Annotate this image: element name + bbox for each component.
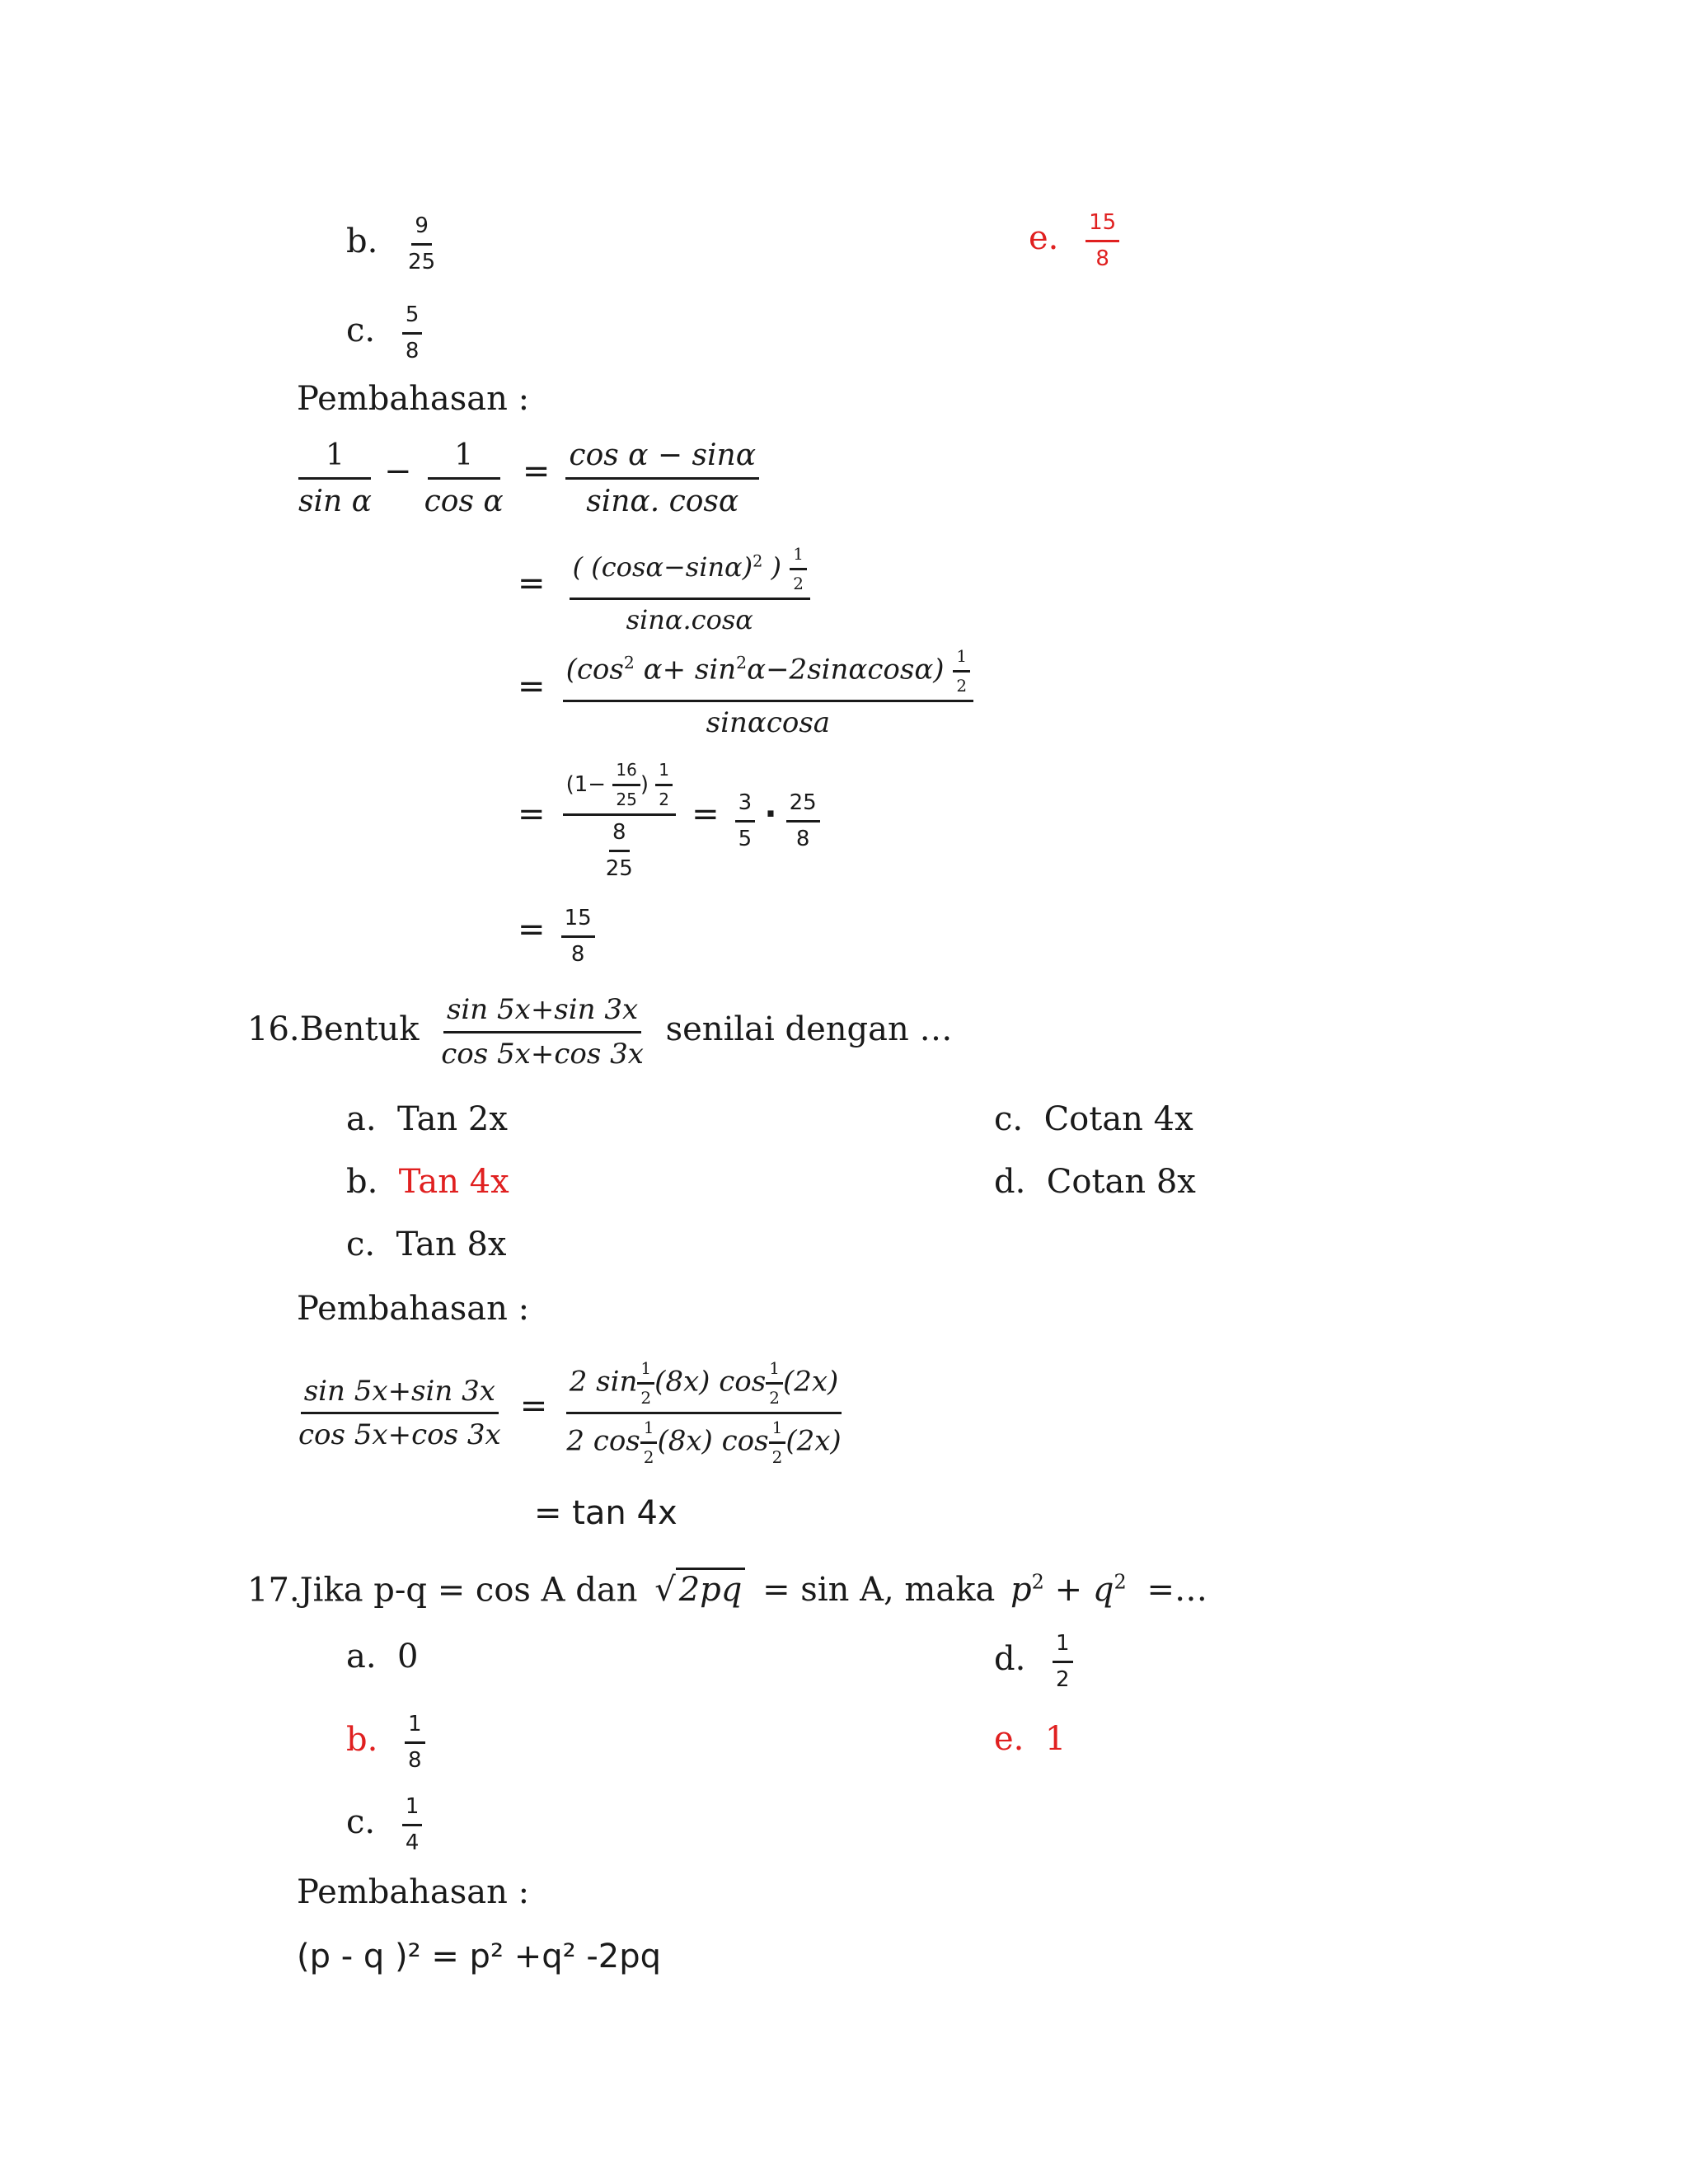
equals-sign: =: [692, 794, 720, 833]
question-prefix: Bentuk: [299, 1010, 420, 1048]
q17-option-a: [346, 1637, 418, 1676]
q17-question: [247, 1563, 1207, 1610]
fraction-step-4: (1− $\frac{16}{25}$ ) $\frac{1}{2}$ $\frac{8}{25}$: [563, 760, 676, 882]
question-ellipsis: =…: [1146, 1571, 1207, 1610]
q16-option-c: [346, 1225, 506, 1264]
fraction: $\frac{1}{8}$: [405, 1711, 425, 1774]
equals-sign: =: [518, 910, 546, 949]
equals-sign: =: [519, 1387, 548, 1425]
option-text: Tan 8x: [396, 1226, 507, 1263]
q16-option-c-right: [994, 1099, 1193, 1139]
exponent-half: $\frac{1}{2}$: [953, 646, 970, 696]
fraction-one-over-sin: $\frac{1}{\text{sin α}}$: [298, 438, 372, 518]
option-text-answer: Tan 4x: [398, 1163, 509, 1201]
fraction: $\frac{1}{4}$: [402, 1793, 423, 1856]
q15-option-e-answer: [1029, 209, 1119, 272]
fraction-25-over-8: $\frac{25}{8}$: [786, 790, 820, 852]
q16-question: [247, 992, 952, 1071]
option-label: d.: [994, 1640, 1026, 1678]
option-label: e.: [994, 1720, 1025, 1758]
option-text: 1: [1044, 1720, 1067, 1758]
option-label: c.: [346, 1803, 376, 1841]
q15-derivation-line-1: [295, 437, 759, 520]
option-label: c.: [346, 312, 376, 349]
question-number: 16.: [247, 1010, 300, 1048]
option-label: a.: [346, 1100, 377, 1138]
inner-fraction: $\frac{16}{25}$: [612, 760, 640, 810]
q15-derivation-line-2: [518, 544, 810, 636]
fraction: $\frac{5}{8}$: [402, 302, 423, 364]
fraction-rhs: 2 sin $\frac{1}{2}$ (8x) cos $\frac{1}{2}$ (2x) 2 cos $\frac{1}{2}$ (8x) cos $\frac{1}{2}$ (2x): [566, 1358, 842, 1467]
option-label: e.: [1029, 219, 1059, 257]
option-label: c.: [346, 1226, 376, 1263]
sqrt-radicand: 2pq: [676, 1568, 746, 1610]
minus-sign: −: [384, 452, 412, 490]
q16-option-b: [346, 1162, 509, 1202]
q17-derivation-line-1: (p - q )² = p² +q² -2pq: [297, 1938, 662, 1975]
q16-derivation-line-1: [295, 1358, 845, 1468]
option-label: b.: [346, 1163, 378, 1201]
equals-sign: =: [518, 667, 546, 705]
fraction-three-fifths: $\frac{3}{5}$: [735, 790, 756, 852]
option-label: b.: [346, 223, 378, 260]
fraction-lhs: $\frac{\sin 5x+\sin 3x}{\cos 5x+\cos 3x}$: [298, 1374, 501, 1451]
option-text: Cotan 4x: [1043, 1100, 1193, 1138]
fraction: $\frac{1}{2}$: [1053, 1630, 1073, 1693]
q17-option-b-answer: [346, 1711, 425, 1774]
q16-option-a: [346, 1099, 508, 1139]
equals-sign: =: [522, 452, 551, 490]
question-suffix: senilai dengan …: [665, 1010, 953, 1048]
fraction-result: $\frac{15}{8}$: [561, 905, 595, 968]
option-text: Tan 2x: [397, 1100, 508, 1138]
q16-result: = tan 4x: [534, 1494, 678, 1532]
q15-derivation-line-3: [518, 646, 973, 741]
option-label: d.: [994, 1163, 1026, 1201]
option-text: Cotan 8x: [1046, 1163, 1196, 1201]
q16-option-d: [994, 1162, 1196, 1202]
fraction-step-2: ( $(\cos\alpha-\sin\alpha)^2$ ) $\frac{1}{2}$ sinα.cosα: [570, 544, 810, 636]
q15-pembahasan-heading: Pembahasan :: [297, 380, 530, 418]
question-number: 17.: [247, 1571, 300, 1610]
option-label: a.: [346, 1638, 377, 1675]
equals-sign: =: [518, 564, 546, 602]
sqrt-icon: √: [654, 1571, 676, 1610]
option-text: 0: [397, 1638, 419, 1675]
half: $\frac{1}{2}$: [766, 1358, 783, 1408]
denominator-fraction: $\frac{8}{25}$: [605, 820, 633, 881]
fraction-step-3: ($\cos^2$ $\alpha+ \sin^2\alpha-2\sin\alpha\cos\alpha$) $\frac{1}{2}$ sinαcosa: [563, 646, 974, 741]
question-text-mid: = sin A, maka: [762, 1571, 996, 1610]
equals-sign: =: [518, 794, 546, 833]
fraction: $\frac{15}{8}$: [1085, 209, 1119, 272]
half: $\frac{1}{2}$: [769, 1418, 786, 1468]
fraction-step-1: $\frac{\text{cos α − sinα}}{\sin\alpha. \cos\alpha}$: [565, 437, 759, 520]
q15-option-c: [346, 302, 422, 364]
q17-option-c: [346, 1793, 422, 1856]
fraction-one-over-cos: $\frac{1}{\text{cos α}}$: [424, 438, 504, 518]
q17-pembahasan-heading: Pembahasan :: [297, 1873, 530, 1911]
exponent-half: $\frac{1}{2}$: [790, 544, 807, 594]
option-label: b.: [346, 1721, 378, 1759]
q17-option-e-answer: [994, 1719, 1066, 1759]
q15-derivation-line-4: [518, 760, 820, 882]
question-fraction: $\frac{\sin 5x+\sin 3x}{\cos 5x+\cos 3x}$: [441, 993, 644, 1071]
q15-option-b: [346, 213, 438, 275]
option-label: c.: [994, 1100, 1024, 1138]
pq-expression: $p^2 + q^2$: [1010, 1571, 1127, 1610]
question-text: Jika p-q = cos A dan: [299, 1571, 638, 1610]
half: $\frac{1}{2}$: [637, 1358, 654, 1408]
exponent-half: $\frac{1}{2}$: [655, 760, 673, 810]
fraction: $\frac{9}{25}$: [408, 213, 436, 274]
q15-derivation-line-5: [518, 905, 595, 968]
q17-option-d: [994, 1630, 1073, 1693]
q16-pembahasan-heading: Pembahasan :: [297, 1290, 530, 1328]
dot-operator: ·: [764, 794, 777, 833]
half: $\frac{1}{2}$: [640, 1418, 658, 1468]
